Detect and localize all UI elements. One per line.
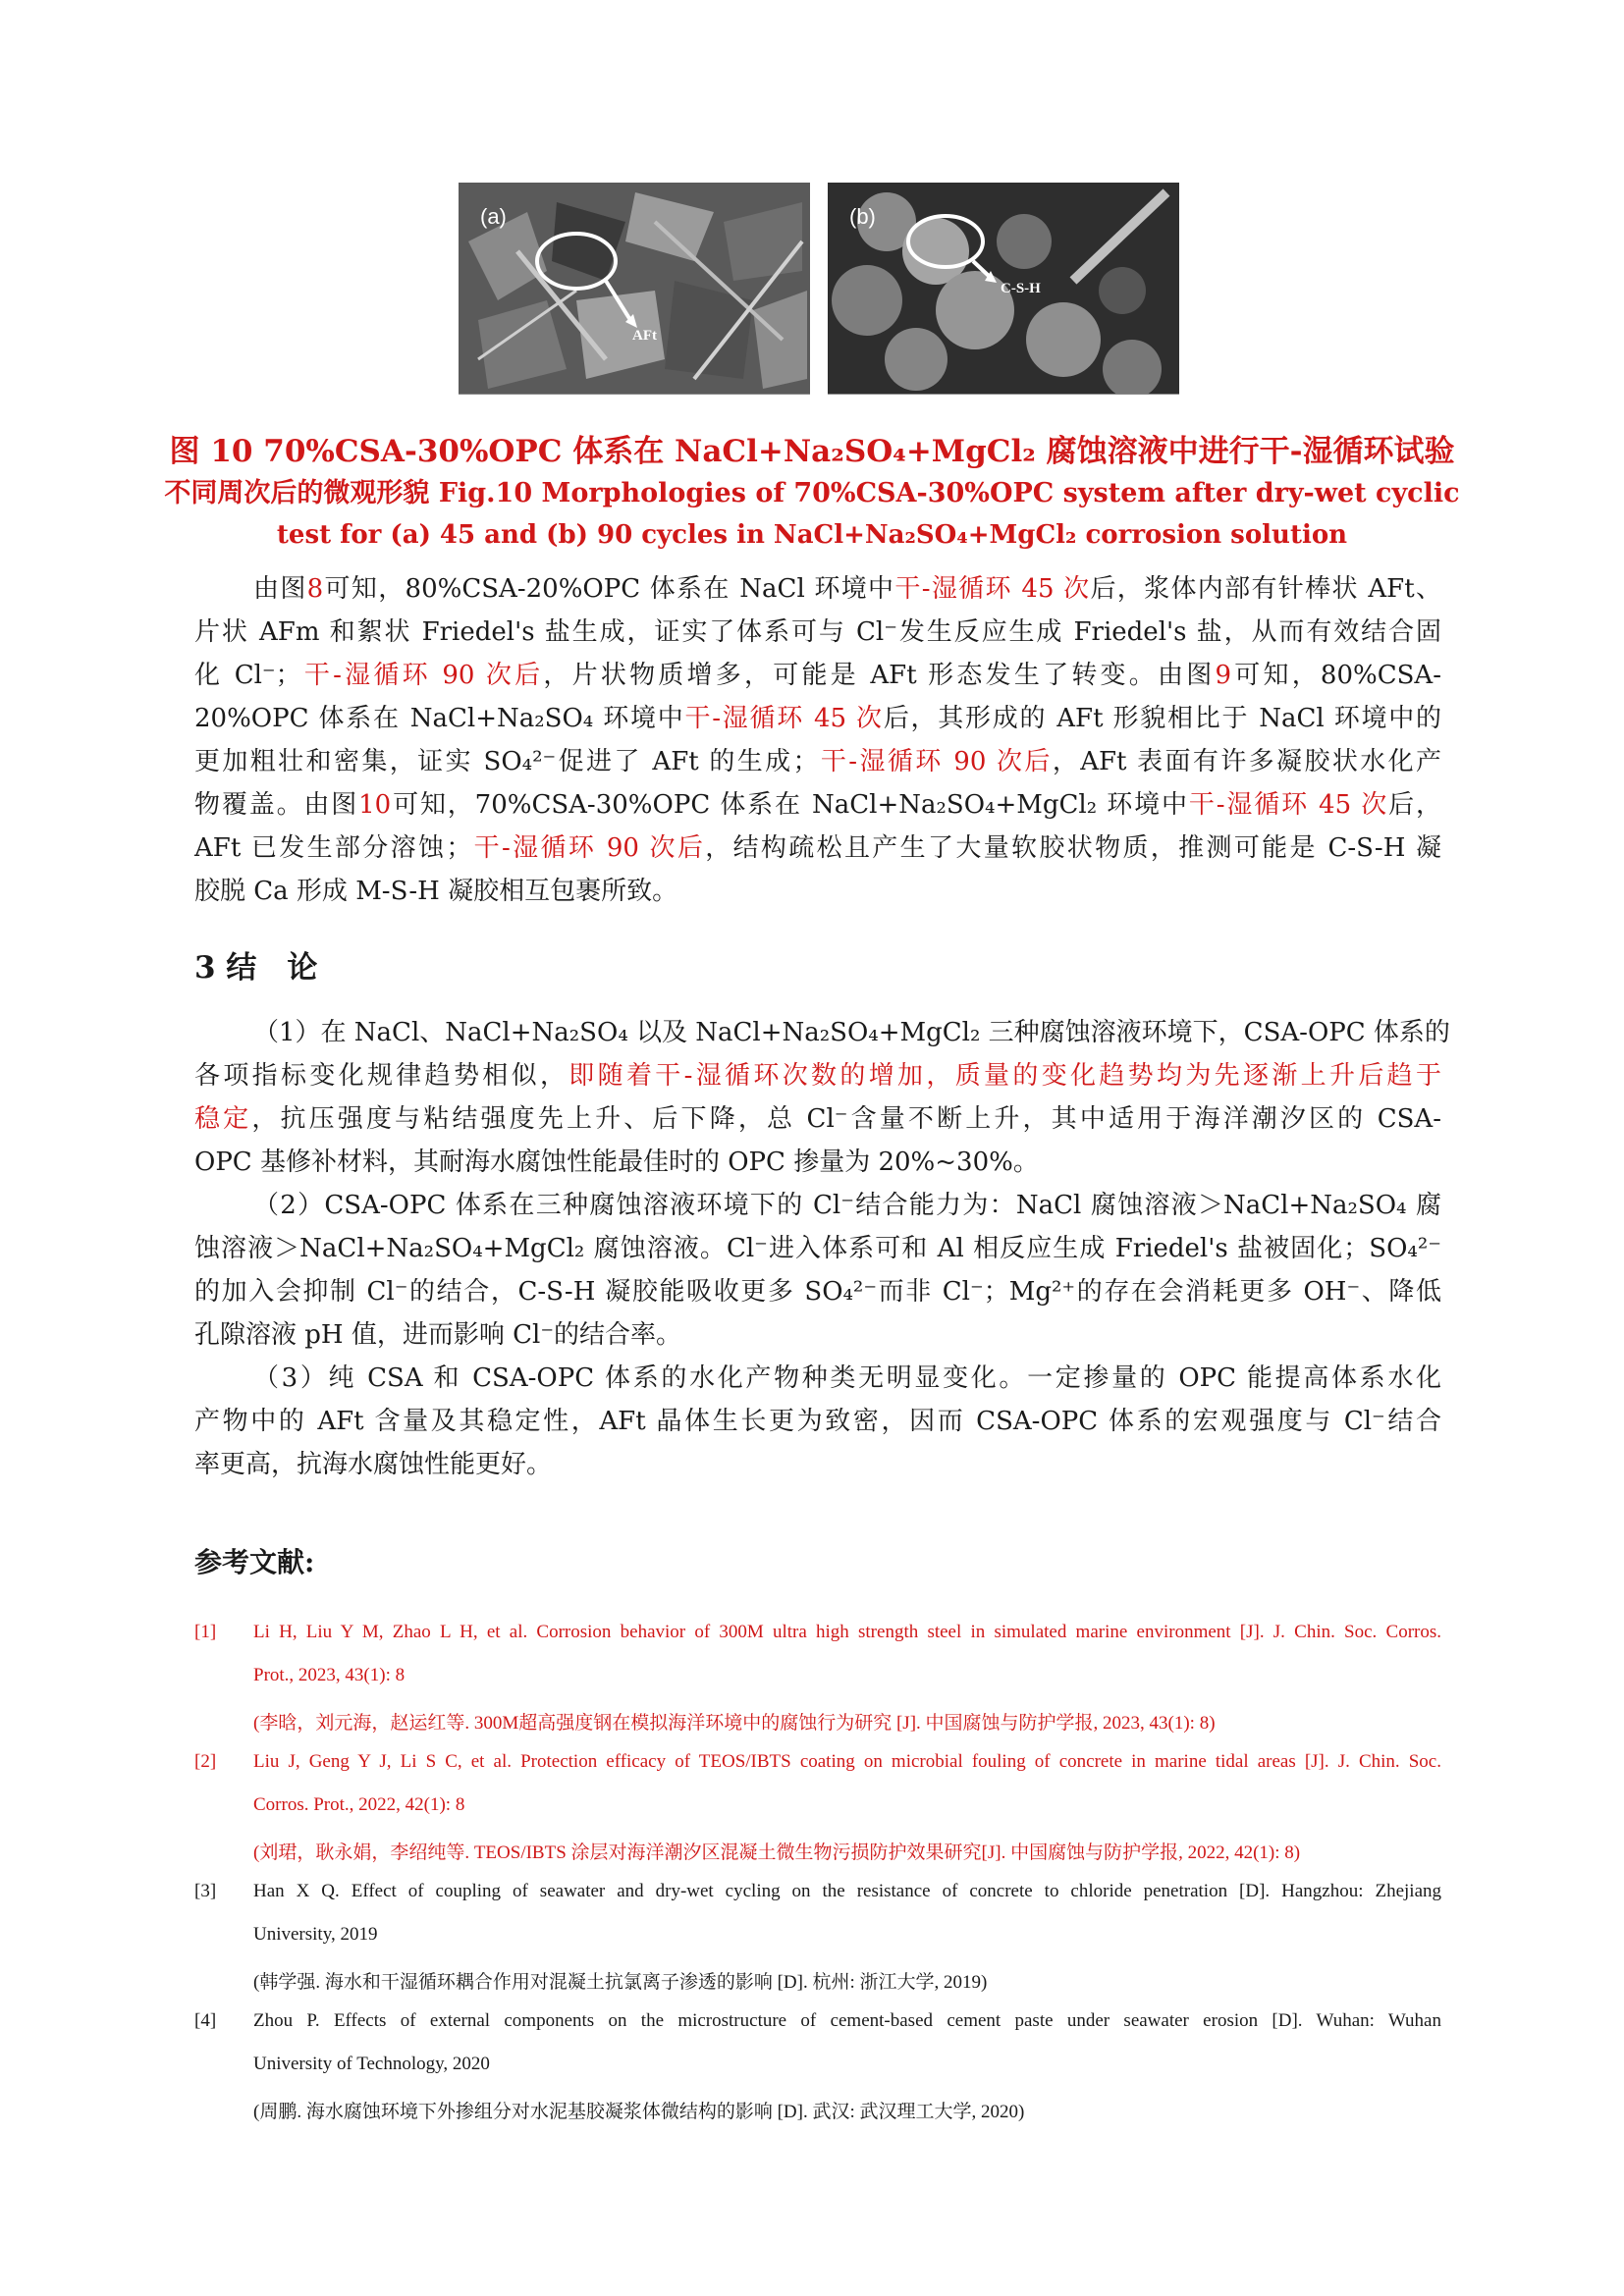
conclusion-2-line-3: 的加入会抑制 Cl⁻的结合，C-S-H 凝胶能吸收更多 SO₄²⁻而非 Cl⁻；Mg²⁺的存在会消耗更多 OH⁻、降低 xyxy=(194,1277,1441,1307)
conclusion-3-line-3: 率更高，抗海水腐蚀性能更好。 xyxy=(194,1450,553,1479)
body-line-5: 更加粗壮和密集，证实 SO₄²⁻促进了 AFt 的生成；干-湿循环 90 次后，AFt 表面有许多凝胶状水化产 xyxy=(194,747,1441,776)
conclusion-1-line-2: 各项指标变化规律趋势相似，即随着干-湿循环次数的增加，质量的变化趋势均为先逐渐上升后趋于 xyxy=(194,1061,1441,1091)
ref-3-line-2: University, 2019 xyxy=(253,1924,378,1945)
conclusion-3-line-2: 产物中的 AFt 含量及其稳定性，AFt 晶体生长更为致密，因而 CSA-OPC 体系的宏观强度与 Cl⁻结合 xyxy=(194,1407,1441,1436)
ref-4-chinese: (周鹏. 海水腐蚀环境下外掺组分对水泥基胶凝浆体微结构的影响 [D]. 武汉: 武汉理工大学, 2020) xyxy=(253,2102,1025,2122)
sem-texture-b xyxy=(828,183,1179,416)
ref-1-chinese: (李晗，刘元海，赵运红等. 300M超高强度钢在模拟海洋环境中的腐蚀行为研究 [J]. 中国腐蚀与防护学报, 2023, 43(1): 8) xyxy=(253,1713,1216,1734)
conclusion-3-line-1: （3）纯 CSA 和 CSA-OPC 体系的水化产物种类无明显变化。一定掺量的 OPC 能提高体系水化 xyxy=(253,1363,1441,1393)
ref-3-chinese: (韩学强. 海水和干湿循环耦合作用对混凝土抗氯离子渗透的影响 [D]. 杭州: 浙江大学, 2019) xyxy=(253,1972,988,1993)
section-heading-conclusions: 3 结 论 xyxy=(194,950,318,986)
figure-ref-9[interactable]: 9 xyxy=(1215,661,1232,690)
ref-1-line-2: Prot., 2023, 43(1): 8 xyxy=(253,1665,406,1685)
body-line-1: 由图8可知，80%CSA-20%OPC 体系在 NaCl 环境中干-湿循环 45 次后，浆体内部有针棒状 AFt、 xyxy=(253,574,1441,604)
body-line-7: AFt 已发生部分溶蚀；干-湿循环 90 次后，结构疏松且产生了大量软胶状物质，推测可能是 C-S-H 凝 xyxy=(194,833,1442,863)
body-line-6: 物覆盖。由图10可知，70%CSA-30%OPC 体系在 NaCl+Na₂SO₄+MgCl₂ 环境中干-湿循环 45 次后， xyxy=(194,790,1441,820)
conclusion-2-line-2: 蚀溶液＞NaCl+Na₂SO₄+MgCl₂ 腐蚀溶液。Cl⁻进入体系可和 Al 相反应生成 Friedel's 盐被固化；SO₄²⁻ xyxy=(194,1234,1441,1263)
sem-image-b xyxy=(828,183,1179,416)
figure-caption-line-3: test for (a) 45 and (b) 90 cycles in NaCl+Na₂SO₄+MgCl₂ corrosion solution xyxy=(276,520,1348,550)
figure-caption-line-1: 图 10 70%CSA-30%OPC 体系在 NaCl+Na₂SO₄+MgCl₂ 腐蚀溶液中进行干-湿循环试验 xyxy=(169,434,1455,469)
sem-texture-a xyxy=(459,183,810,416)
scalebar-b xyxy=(828,394,1179,416)
panel-label-b: (b) xyxy=(849,204,876,229)
body-line-8: 胶脱 Ca 形成 M-S-H 凝胶相互包裹所致。 xyxy=(194,877,678,906)
panel-label-a: (a) xyxy=(480,204,507,229)
ref-2-chinese: (刘珺，耿永娟，李绍纯等. TEOS/IBTS 涂层对海洋潮汐区混凝土微生物污损防护效果研究[J]. 中国腐蚀与防护学报, 2022, 42(1): 8) xyxy=(253,1842,1301,1863)
ref-1-number: [1] xyxy=(194,1622,217,1642)
figure-ref-10[interactable]: 10 xyxy=(358,790,392,820)
conclusion-1-line-3: 稳定，抗压强度与粘结强度先上升、后下降，总 Cl⁻含量不断上升，其中适用于海洋潮汐区的 CSA- xyxy=(194,1104,1441,1134)
references-heading: 参考文献: xyxy=(194,1546,315,1578)
ref-3-line-1[interactable]: Han X Q. Effect of coupling of seawater and dry-wet cycling on the resistance of concrete to chloride penetration [D]. Hangzhou: Zhejiang xyxy=(253,1881,1441,1901)
body-line-2: 片状 AFm 和絮状 Friedel's 盐生成，证实了体系可与 Cl⁻发生反应生成 Friedel's 盐，从而有效结合固 xyxy=(194,617,1441,647)
conclusion-1-line-1: （1）在 NaCl、NaCl+Na₂SO₄ 以及 NaCl+Na₂SO₄+MgCl₂ 三种腐蚀溶液环境下，CSA-OPC 体系的 xyxy=(253,1018,1450,1047)
body-line-3: 化 Cl⁻；干-湿循环 90 次后，片状物质增多，可能是 AFt 形态发生了转变。由图9可知，80%CSA- xyxy=(194,661,1441,690)
ref-1-line-1[interactable]: Li H, Liu Y M, Zhao L H, et al. Corrosion behavior of 300M ultra high strength steel in simulated marine environment [J]. J. Chin. Soc. Corros. xyxy=(253,1622,1441,1642)
sem-image-a xyxy=(459,183,810,416)
ref-4-line-2: University of Technology, 2020 xyxy=(253,2054,490,2074)
ref-3-number: [3] xyxy=(194,1881,217,1901)
ref-2-line-1[interactable]: Liu J, Geng Y J, Li S C, et al. Protection efficacy of TEOS/IBTS coating on microbial fouling of concrete in marine tidal areas [J]. J. Chin. Soc. xyxy=(253,1751,1441,1772)
figure-caption-line-2: 不同周次后的微观形貌 Fig.10 Morphologies of 70%CSA-30%OPC system after dry-wet cyclic xyxy=(164,478,1460,508)
conclusion-2-line-4: 孔隙溶液 pH 值，进而影响 Cl⁻的结合率。 xyxy=(194,1320,682,1350)
conclusion-2-line-1: （2）CSA-OPC 体系在三种腐蚀溶液环境下的 Cl⁻结合能力为：NaCl 腐蚀溶液＞NaCl+Na₂SO₄ 腐 xyxy=(253,1191,1441,1220)
conclusion-1-line-4: OPC 基修补材料，其耐海水腐蚀性能最佳时的 OPC 掺量为 20%~30%。 xyxy=(194,1148,1039,1177)
annotation-csh: C-S-H xyxy=(1001,281,1041,296)
ref-2-number: [2] xyxy=(194,1751,217,1772)
body-line-4: 20%OPC 体系在 NaCl+Na₂SO₄ 环境中干-湿循环 45 次后，其形成的 AFt 形貌相比于 NaCl 环境中的 xyxy=(194,704,1441,733)
figure-ref-8[interactable]: 8 xyxy=(306,574,324,604)
annotation-aft: AFt xyxy=(632,328,657,344)
ref-4-number: [4] xyxy=(194,2010,217,2031)
scalebar-a xyxy=(459,394,810,416)
sem-figure xyxy=(459,183,1181,416)
ref-4-line-1[interactable]: Zhou P. Effects of external components on the microstructure of cement-based cement paste under seawater erosion [D]. Wuhan: Wuhan xyxy=(253,2010,1441,2031)
ref-2-line-2: Corros. Prot., 2022, 42(1): 8 xyxy=(253,1794,465,1815)
